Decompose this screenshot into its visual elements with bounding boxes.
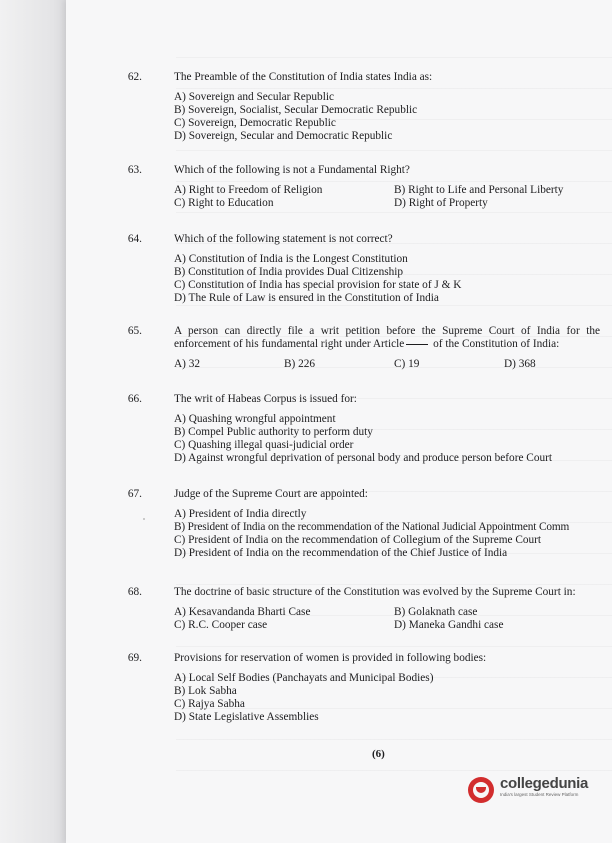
question-text: The writ of Habeas Corpus is issued for: — [174, 393, 357, 405]
option-d: D) The Rule of Law is ensured in the Constitution of India — [174, 292, 439, 304]
option-a: A) Right to Freedom of Religion — [174, 184, 323, 196]
question-68 — [127, 586, 604, 632]
options-list — [146, 508, 604, 560]
option-d: D) Maneka Gandhi case — [394, 619, 504, 631]
question-66 — [127, 393, 604, 465]
option-a: A) 32 — [174, 358, 201, 370]
question-64 — [127, 233, 604, 305]
question-number: 62. — [127, 71, 142, 83]
option-b: B) Compel Public authority to perform duty — [174, 426, 373, 438]
question-text: The doctrine of basic structure of the Constitution was evolved by the Supreme Court in: — [174, 586, 576, 598]
options-list — [146, 184, 604, 210]
option-c: C) President of India on the recommendation of Collegium of the Supreme Court — [174, 534, 542, 546]
brand-tagline: India's largest Student Review Platform — [500, 792, 579, 797]
question-number: 69. — [127, 652, 142, 664]
option-b: B) Constitution of India provides Dual Citizenship — [174, 266, 404, 278]
option-c: C) Constitution of India has special provision for state of J & K — [174, 279, 462, 291]
mascot-icon — [468, 777, 494, 803]
option-d: D) Right of Property — [394, 197, 488, 209]
page-number: (6) — [372, 748, 385, 760]
question-67 — [127, 488, 604, 560]
option-b: B) President of India on the recommendation of the National Judicial Appointment Comm — [174, 521, 570, 533]
question-number: 66. — [127, 393, 142, 405]
question-number: 63. — [127, 164, 142, 176]
question-text: Judge of the Supreme Court are appointed: — [174, 488, 368, 500]
question-text: Which of the following is not a Fundamental Right? — [174, 164, 410, 176]
question-number: 65. — [127, 325, 142, 337]
question-text: Provisions for reservation of women is provided in following bodies: — [174, 652, 487, 664]
answer-blank — [406, 344, 428, 345]
question-number: 64. — [127, 233, 142, 245]
question-65 — [127, 325, 604, 371]
question-63 — [127, 164, 604, 210]
option-d: D) 368 — [504, 358, 536, 370]
brand-name: collegedunia — [500, 775, 589, 792]
option-c: C) Rajya Sabha — [174, 698, 245, 710]
option-a: A) Local Self Bodies (Panchayats and Municipal Bodies) — [174, 672, 434, 684]
question-text: Which of the following statement is not correct? — [174, 233, 393, 245]
option-a: A) Quashing wrongful appointment — [174, 413, 336, 425]
option-d: D) President of India on the recommendation of the Chief Justice of India — [174, 547, 508, 559]
question-number: 67. — [127, 488, 142, 500]
question-62 — [127, 71, 604, 143]
option-c: C) R.C. Cooper case — [174, 619, 268, 631]
option-a: A) Kesavandanda Bharti Case — [174, 606, 311, 618]
question-69 — [127, 652, 604, 724]
question-text-part-2: of the Constitution of India: — [433, 338, 560, 350]
option-b: B) Sovereign, Socialist, Secular Democratic Republic — [174, 104, 418, 116]
option-d: D) Sovereign, Secular and Democratic Republic — [174, 130, 393, 142]
options-list — [146, 91, 604, 143]
option-b: B) Right to Life and Personal Liberty — [394, 184, 564, 196]
option-b: B) Lok Sabha — [174, 685, 237, 697]
options-list — [146, 606, 604, 632]
option-d: D) Against wrongful deprivation of personal body and produce person before Court — [174, 452, 553, 464]
option-c: C) 19 — [394, 358, 420, 370]
option-c: C) Quashing illegal quasi-judicial order — [174, 439, 354, 451]
option-c: C) Right to Education — [174, 197, 274, 209]
option-a: A) President of India directly — [174, 508, 307, 520]
brand-text — [500, 775, 588, 798]
options-list — [146, 672, 604, 724]
option-b: B) Golaknath case — [394, 606, 478, 618]
option-a: A) Constitution of India is the Longest Constitution — [174, 253, 408, 265]
option-a: A) Sovereign and Secular Republic — [174, 91, 334, 103]
question-number: 68. — [127, 586, 142, 598]
option-c: C) Sovereign, Democratic Republic — [174, 117, 336, 129]
options-list — [146, 253, 604, 305]
question-text: The Preamble of the Constitution of India states India as: — [174, 71, 433, 83]
option-b: B) 226 — [284, 358, 316, 370]
collegedunia-watermark — [468, 775, 603, 815]
left-page-shadow — [0, 0, 66, 843]
question-text-part-1: A person can directly file a writ petition before the Supreme Court of India for the enforcement of his fundamental right under Article — [174, 325, 600, 350]
question-text — [146, 325, 604, 351]
options-list — [146, 413, 604, 465]
options-list — [146, 358, 604, 371]
margin-mark — [143, 518, 145, 520]
option-d: D) State Legislative Assemblies — [174, 711, 319, 723]
